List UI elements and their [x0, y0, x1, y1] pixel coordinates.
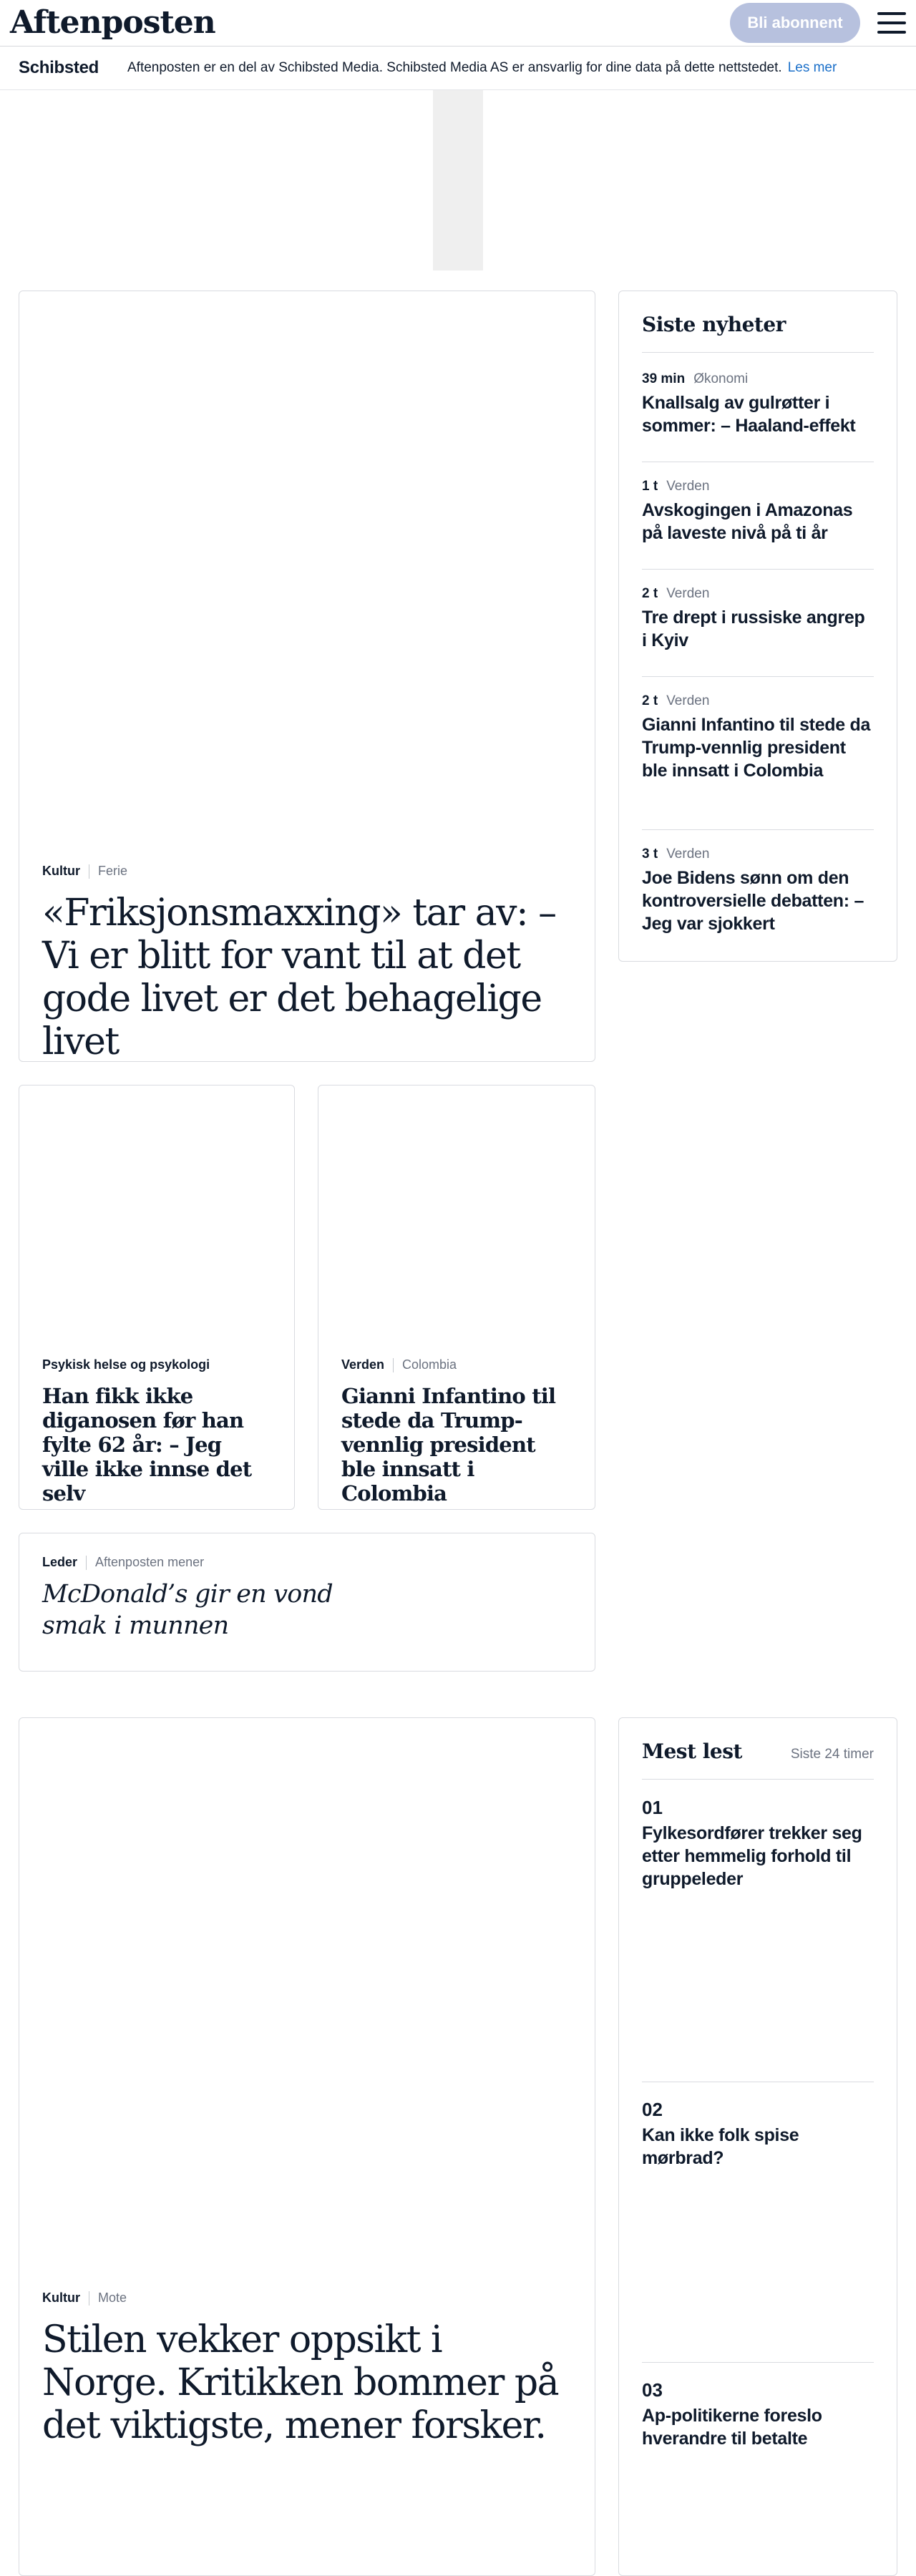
most-read-item[interactable] [642, 1797, 874, 1890]
lead-article-card[interactable] [19, 1717, 595, 2576]
most-read-period: Siste 24 timer [790, 1747, 874, 1762]
subscribe-button[interactable]: Bli abonnent [730, 3, 860, 43]
article-headline[interactable]: Gianni Infantino til stede da Trump-vennlig president ble innsatt i Colombia [341, 1384, 556, 1506]
news-category: Verden [666, 479, 710, 494]
most-read-title-text[interactable]: Ap-politikerne foreslo hverandre til betalte [642, 2406, 822, 2449]
latest-news-item[interactable] [642, 586, 874, 652]
section-label: Kultur [42, 864, 80, 878]
latest-news-item[interactable] [642, 847, 874, 935]
article-meta [42, 1555, 380, 1570]
news-time: 39 min [642, 371, 686, 386]
section-label: Psykisk helse og psykologi [42, 1357, 210, 1372]
latest-news-item[interactable] [642, 693, 874, 782]
subsection-label: Ferie [98, 864, 128, 878]
aftenposten-logo[interactable]: Aftenposten [10, 4, 215, 41]
news-time: 3 t [642, 847, 658, 862]
schibsted-logo: Schibsted [19, 58, 99, 77]
header-actions [730, 3, 906, 43]
rank-number: 02 [642, 2099, 663, 2120]
section-label: Kultur [42, 2290, 80, 2305]
most-read-title: Mest lest [642, 1740, 742, 1763]
article-meta [341, 1357, 572, 1372]
lead-headline[interactable]: «Friksjonsmaxxing» tar av: – Vi er blitt for vant til at det gode livet er det behagelige livet [42, 892, 556, 1063]
most-read-title-text[interactable]: Fylkesordfører trekker seg etter hemmelig forhold til gruppeleder [642, 1823, 862, 1889]
rank-number: 01 [642, 1797, 663, 1818]
news-title[interactable]: Joe Bidens sønn om den kontroversielle debatten: – Jeg var sjokkert [642, 868, 864, 934]
news-category: Verden [666, 693, 710, 708]
ad-placeholder [433, 90, 483, 270]
most-read-title-text[interactable]: Kan ikke folk spise mørbrad? [642, 2125, 799, 2168]
read-more-link[interactable]: Les mer [787, 60, 837, 75]
latest-news-title: Siste nyheter [642, 313, 786, 336]
section-label: Leder [42, 1555, 78, 1569]
lead-article-card[interactable] [19, 291, 595, 1062]
editorial-card[interactable] [19, 1533, 595, 1672]
news-time: 1 t [642, 479, 658, 494]
news-category: Verden [666, 847, 710, 862]
article-headline[interactable]: Han fikk ikke diganosen før han fylte 62 år: – Jeg ville ikke innse det selv [42, 1384, 252, 1506]
article-meta [42, 864, 572, 879]
latest-news-item[interactable] [642, 479, 874, 545]
most-read-item[interactable] [642, 2379, 874, 2450]
news-title[interactable]: Avskogingen i Amazonas på laveste nivå på ti år [642, 500, 853, 543]
hamburger-menu-icon[interactable] [877, 12, 906, 34]
site-header [0, 0, 916, 47]
latest-news-panel [618, 291, 897, 962]
news-title[interactable]: Tre drept i russiske angrep i Kyiv [642, 608, 865, 650]
news-category: Verden [666, 586, 710, 601]
news-category: Økonomi [693, 371, 749, 386]
news-title[interactable]: Knallsalg av gulrøtter i sommer: – Haaland-effekt [642, 393, 856, 436]
subsection-label: Colombia [402, 1357, 457, 1372]
notice-text: Aftenposten er en del av Schibsted Media. Schibsted Media AS er ansvarlig for dine data på dette nettstedet. [127, 60, 782, 75]
article-meta [42, 1357, 271, 1372]
article-meta [42, 2290, 572, 2306]
lead-headline[interactable]: Stilen vekker oppsikt i Norge. Kritikken bommer på det viktigste, mener forsker. [42, 2318, 559, 2447]
subsection-label: Mote [98, 2290, 127, 2305]
most-read-item[interactable] [642, 2099, 874, 2170]
most-read-header [642, 1740, 874, 1763]
article-card[interactable] [19, 1085, 295, 1510]
article-card[interactable] [318, 1085, 595, 1510]
section-label: Verden [341, 1357, 385, 1372]
most-read-panel [618, 1717, 897, 2576]
news-time: 2 t [642, 693, 658, 708]
latest-news-item[interactable] [642, 371, 874, 437]
schibsted-notice-bar [0, 47, 916, 90]
editorial-headline[interactable]: McDonald’s gir en vond smak i munnen [42, 1580, 333, 1640]
rank-number: 03 [642, 2379, 663, 2401]
subsection-label: Aftenposten mener [95, 1555, 205, 1569]
news-time: 2 t [642, 586, 658, 601]
news-title[interactable]: Gianni Infantino til stede da Trump-vennlig president ble innsatt i Colombia [642, 715, 871, 781]
